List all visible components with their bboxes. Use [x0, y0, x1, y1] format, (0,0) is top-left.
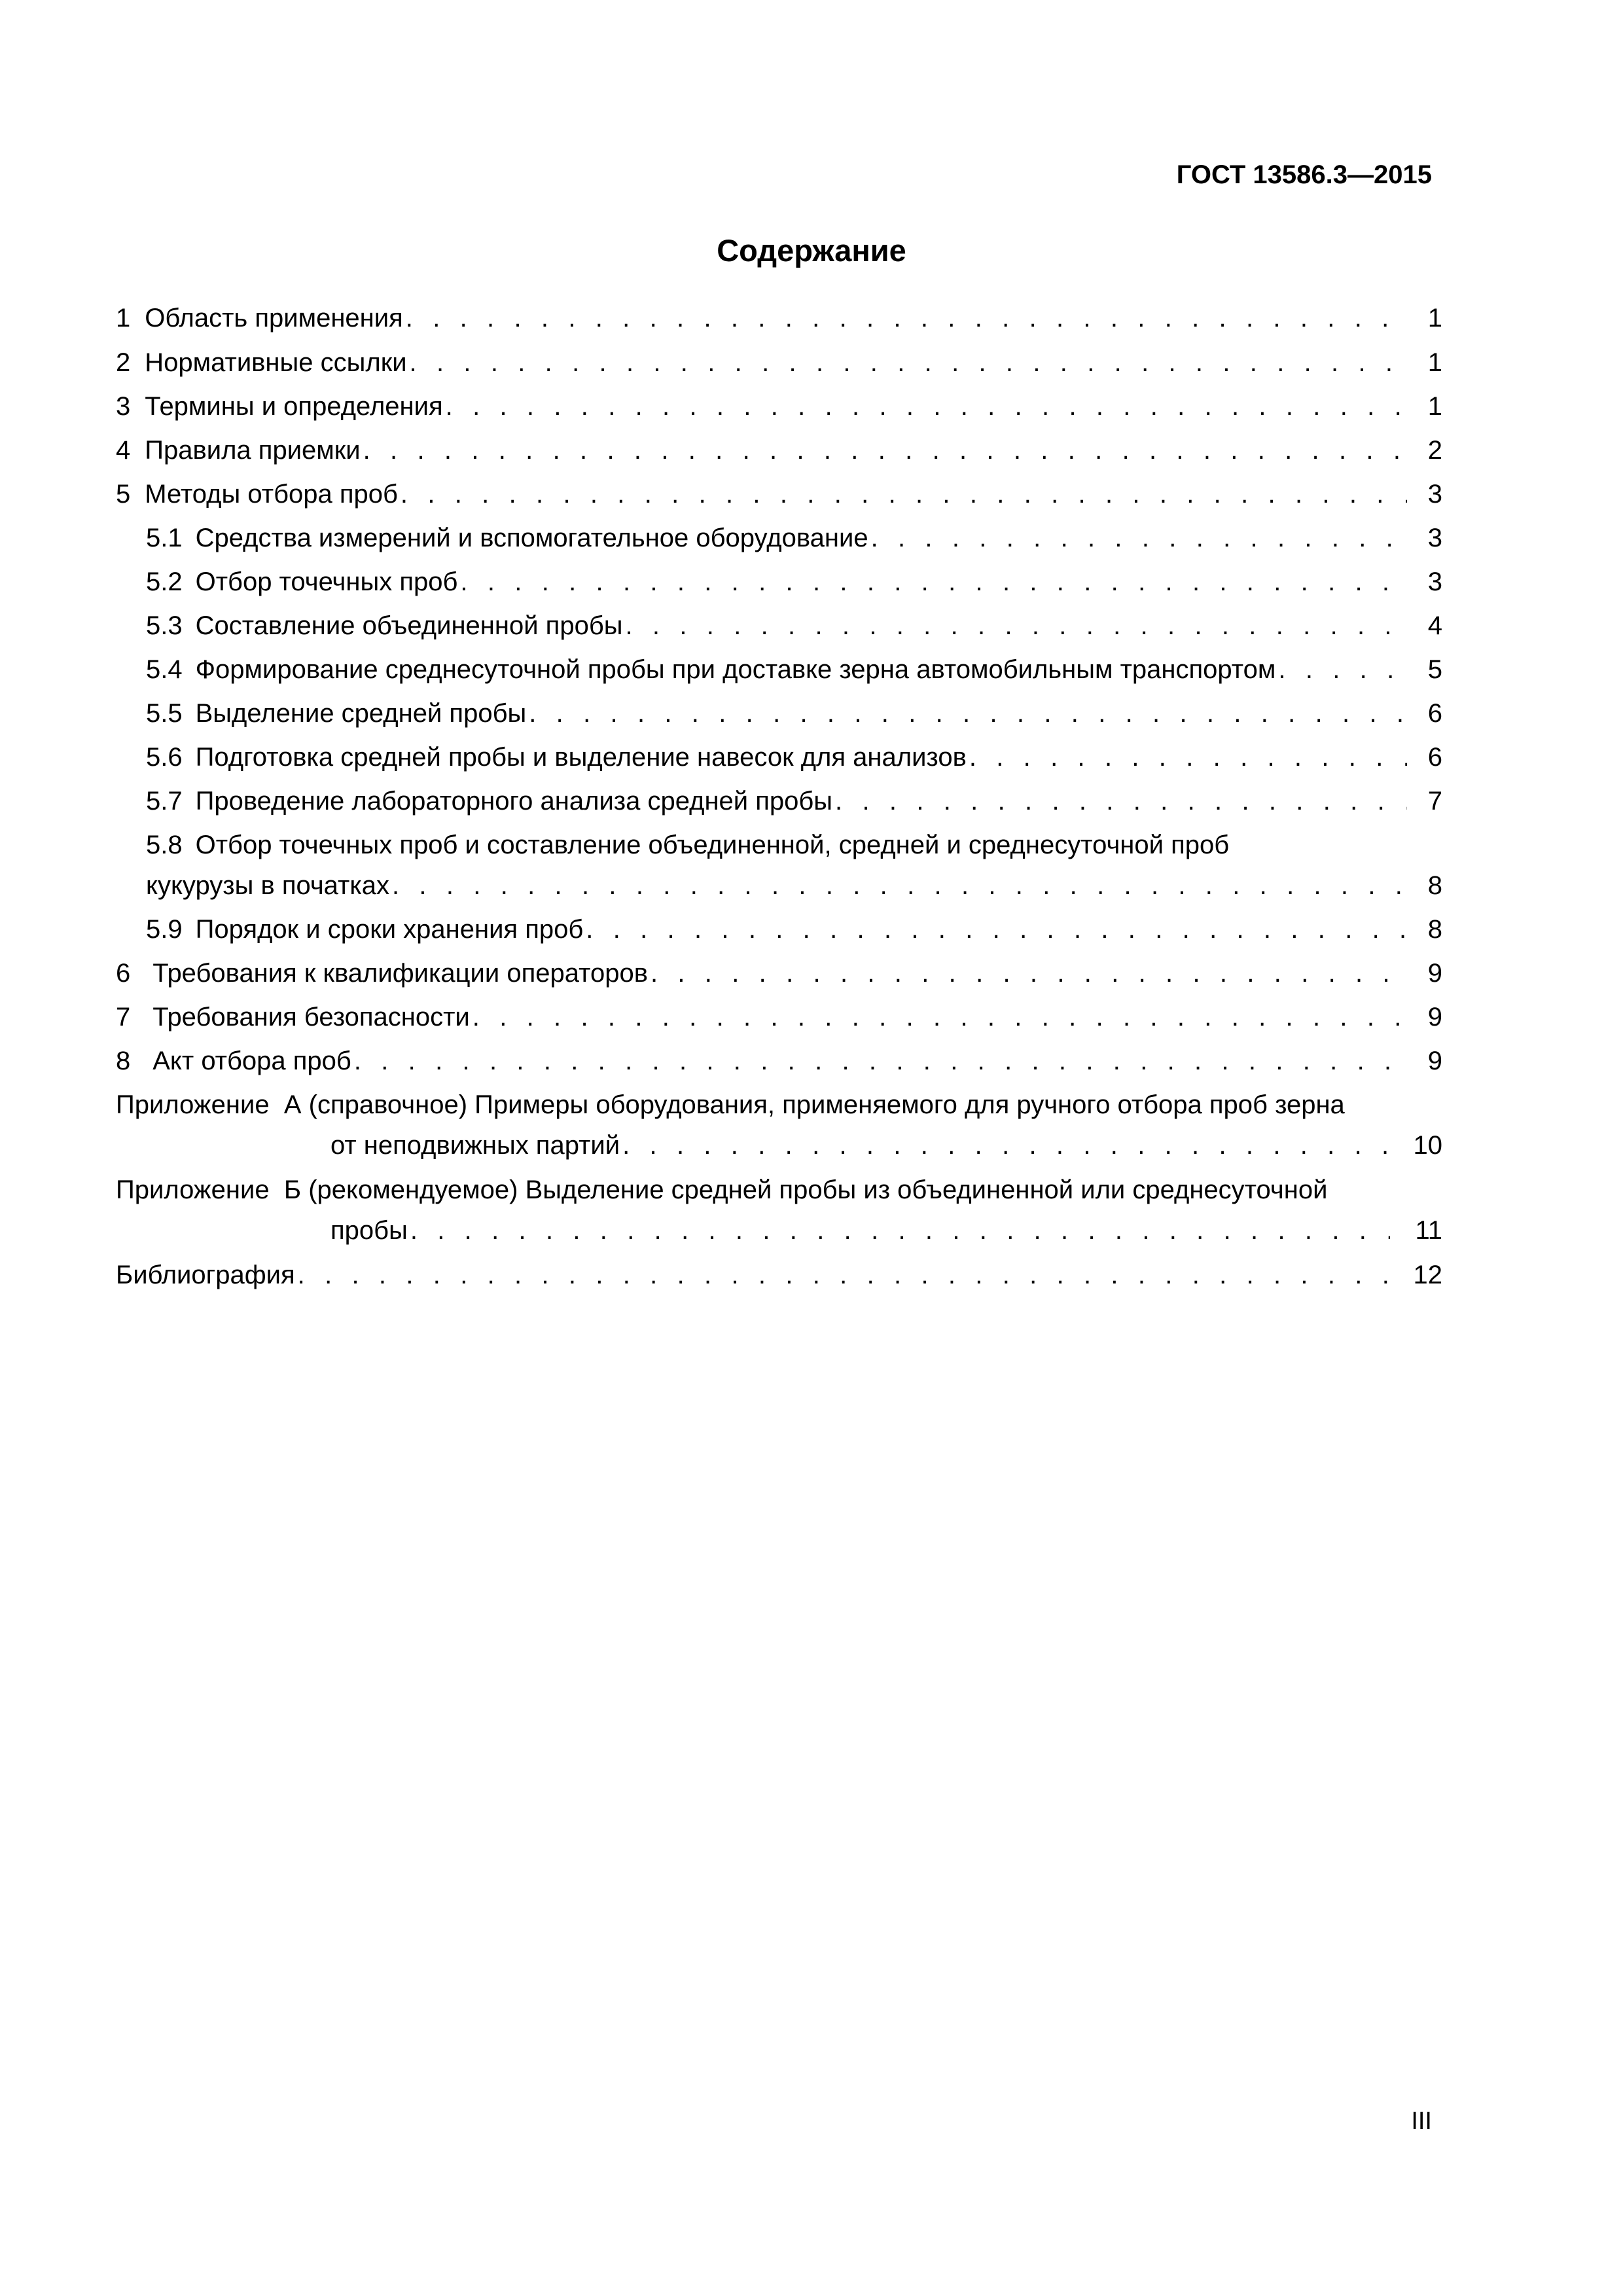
- toc-entry-title: Проведение лабораторного анализа средней пробы: [195, 787, 833, 816]
- toc-entry-page: 11: [1415, 1216, 1442, 1245]
- toc-entry-page: 6: [1427, 699, 1442, 728]
- toc-entry-title: Подготовка средней пробы и выделение навесок для анализов: [195, 743, 967, 772]
- toc-entry-number: 5.8: [146, 831, 183, 859]
- toc-entry-title: Термины и определения: [145, 392, 443, 421]
- toc-entry-number: 5.7: [146, 787, 183, 816]
- toc-entry-page: 8: [1427, 871, 1442, 900]
- toc-entry-page: 9: [1427, 1003, 1442, 1031]
- toc-entry-6[interactable]: [116, 958, 1442, 989]
- toc-entry-number: 5.4: [146, 655, 183, 684]
- toc-entry-number: 3: [116, 392, 131, 421]
- page-number: III: [1411, 2108, 1432, 2135]
- toc-entry-title: Область применения: [145, 304, 403, 332]
- dot-leader: [651, 958, 1407, 989]
- toc-entry-number: 5.2: [146, 567, 183, 596]
- dot-leader: [473, 1001, 1407, 1033]
- dot-leader: [871, 522, 1407, 554]
- toc-entry-page: 4: [1427, 611, 1442, 640]
- toc-entry-number: 8: [116, 1047, 131, 1075]
- toc-entry-5-2[interactable]: [146, 566, 1442, 598]
- toc-entry-first-line: Приложение А (справочное) Примеры оборудования, применяемого для ручного отбора проб зерна: [116, 1090, 1345, 1119]
- toc-entry-5-1[interactable]: [146, 522, 1442, 554]
- toc-entry-page: 3: [1427, 480, 1442, 509]
- toc-entry-bibliography[interactable]: [116, 1259, 1442, 1291]
- toc-entry-page: 6: [1427, 743, 1442, 772]
- toc-entry-5-7[interactable]: [146, 785, 1442, 817]
- dot-leader: [529, 698, 1407, 729]
- toc-entry-title: Нормативные ссылки: [145, 348, 407, 377]
- toc-entry-continuation: [330, 1130, 1442, 1161]
- dot-leader: [1278, 654, 1407, 685]
- toc-entry-1[interactable]: [116, 302, 1442, 334]
- toc-entry-number: 5.1: [146, 524, 183, 552]
- toc-entry-number: 5.5: [146, 699, 183, 728]
- toc-entry-number: 5.9: [146, 915, 183, 944]
- toc-entry-5-6[interactable]: [146, 742, 1442, 773]
- toc-entry-2[interactable]: [116, 347, 1442, 378]
- toc-entry-title: Составление объединенной пробы: [195, 611, 623, 640]
- toc-entry-4[interactable]: [116, 435, 1442, 466]
- toc-entry-page: 10: [1413, 1131, 1442, 1160]
- dot-leader: [363, 435, 1407, 466]
- toc-entry-3[interactable]: [116, 391, 1442, 422]
- dot-leader: [460, 566, 1407, 598]
- dot-leader: [401, 478, 1407, 510]
- toc-entry-page: 3: [1427, 524, 1442, 552]
- toc-entry-5-3[interactable]: [146, 610, 1442, 641]
- toc-entry-continuation: [330, 1215, 1442, 1246]
- toc-entry-page: 9: [1427, 959, 1442, 988]
- toc-entry-page: 3: [1427, 567, 1442, 596]
- toc-entry-8[interactable]: [116, 1045, 1442, 1077]
- dot-leader: [625, 610, 1407, 641]
- toc-entry-first-line: [146, 829, 1229, 861]
- toc-entry-first-line: Приложение Б (рекомендуемое) Выделение средней пробы из объединенной или среднесуточной: [116, 1175, 1328, 1204]
- toc-entry-title: Библиография: [116, 1261, 295, 1289]
- toc-entry-number: 4: [116, 436, 131, 465]
- toc-entry-title-continued: кукурузы в початках: [146, 871, 389, 900]
- document-code: ГОСТ 13586.3—2015: [1176, 160, 1432, 189]
- toc-entry-page: 2: [1427, 436, 1442, 465]
- toc-entry-page: 12: [1413, 1261, 1442, 1289]
- toc-entry-title: Средства измерений и вспомогательное оборудование: [195, 524, 868, 552]
- toc-entry-page: 8: [1427, 915, 1442, 944]
- dot-leader: [622, 1130, 1390, 1161]
- toc-entry-title: Требования безопасности: [152, 1003, 470, 1031]
- dot-leader: [392, 870, 1407, 901]
- toc-entry-title: Выделение средней пробы: [195, 699, 527, 728]
- dot-leader: [446, 391, 1407, 422]
- dot-leader: [410, 347, 1407, 378]
- toc-entry-title: Отбор точечных проб и составление объединенной, средней и среднесуточной проб: [195, 831, 1230, 859]
- toc-entry-title: Методы отбора проб: [145, 480, 398, 509]
- toc-entry-number: 7: [116, 1003, 131, 1031]
- toc-entry-page: 1: [1427, 392, 1442, 421]
- toc-entry-5-4[interactable]: [146, 654, 1442, 685]
- toc-entry-5-5[interactable]: [146, 698, 1442, 729]
- toc-entry-page: 9: [1427, 1047, 1442, 1075]
- toc-entry-number: 5.6: [146, 743, 183, 772]
- dot-leader: [410, 1215, 1390, 1246]
- dot-leader: [586, 914, 1407, 945]
- toc-entry-title: Формирование среднесуточной пробы при доставке зерна автомобильным транспортом: [195, 655, 1276, 684]
- toc-entry-title: Отбор точечных проб: [195, 567, 458, 596]
- toc-entry-number: 1: [116, 304, 131, 332]
- dot-leader: [406, 302, 1407, 334]
- dot-leader: [969, 742, 1407, 773]
- toc-entry-title: Правила приемки: [145, 436, 361, 465]
- toc-entry-title: Акт отбора проб: [152, 1047, 351, 1075]
- table-of-contents: [116, 0, 1442, 2296]
- toc-entry-5-9[interactable]: [146, 914, 1442, 945]
- toc-entry-title-continued: пробы: [330, 1216, 408, 1245]
- toc-entry-5[interactable]: [116, 478, 1442, 510]
- toc-entry-page: 1: [1427, 304, 1442, 332]
- toc-entry-7[interactable]: [116, 1001, 1442, 1033]
- toc-entry-title: Требования к квалификации операторов: [152, 959, 648, 988]
- toc-entry-continuation: [146, 870, 1442, 901]
- page-title: Содержание: [717, 233, 906, 268]
- toc-entry-page: 5: [1427, 655, 1442, 684]
- toc-entry-number: 5.3: [146, 611, 183, 640]
- toc-entry-title-continued: от неподвижных партий: [330, 1131, 620, 1160]
- toc-entry-number: 5: [116, 480, 131, 509]
- toc-entry-number: 6: [116, 959, 131, 988]
- dot-leader: [298, 1259, 1390, 1291]
- toc-entry-number: 2: [116, 348, 131, 377]
- toc-entry-page: 7: [1427, 787, 1442, 816]
- dot-leader: [835, 785, 1407, 817]
- toc-entry-page: 1: [1427, 348, 1442, 377]
- dot-leader: [354, 1045, 1407, 1077]
- toc-entry-title: Порядок и сроки хранения проб: [195, 915, 584, 944]
